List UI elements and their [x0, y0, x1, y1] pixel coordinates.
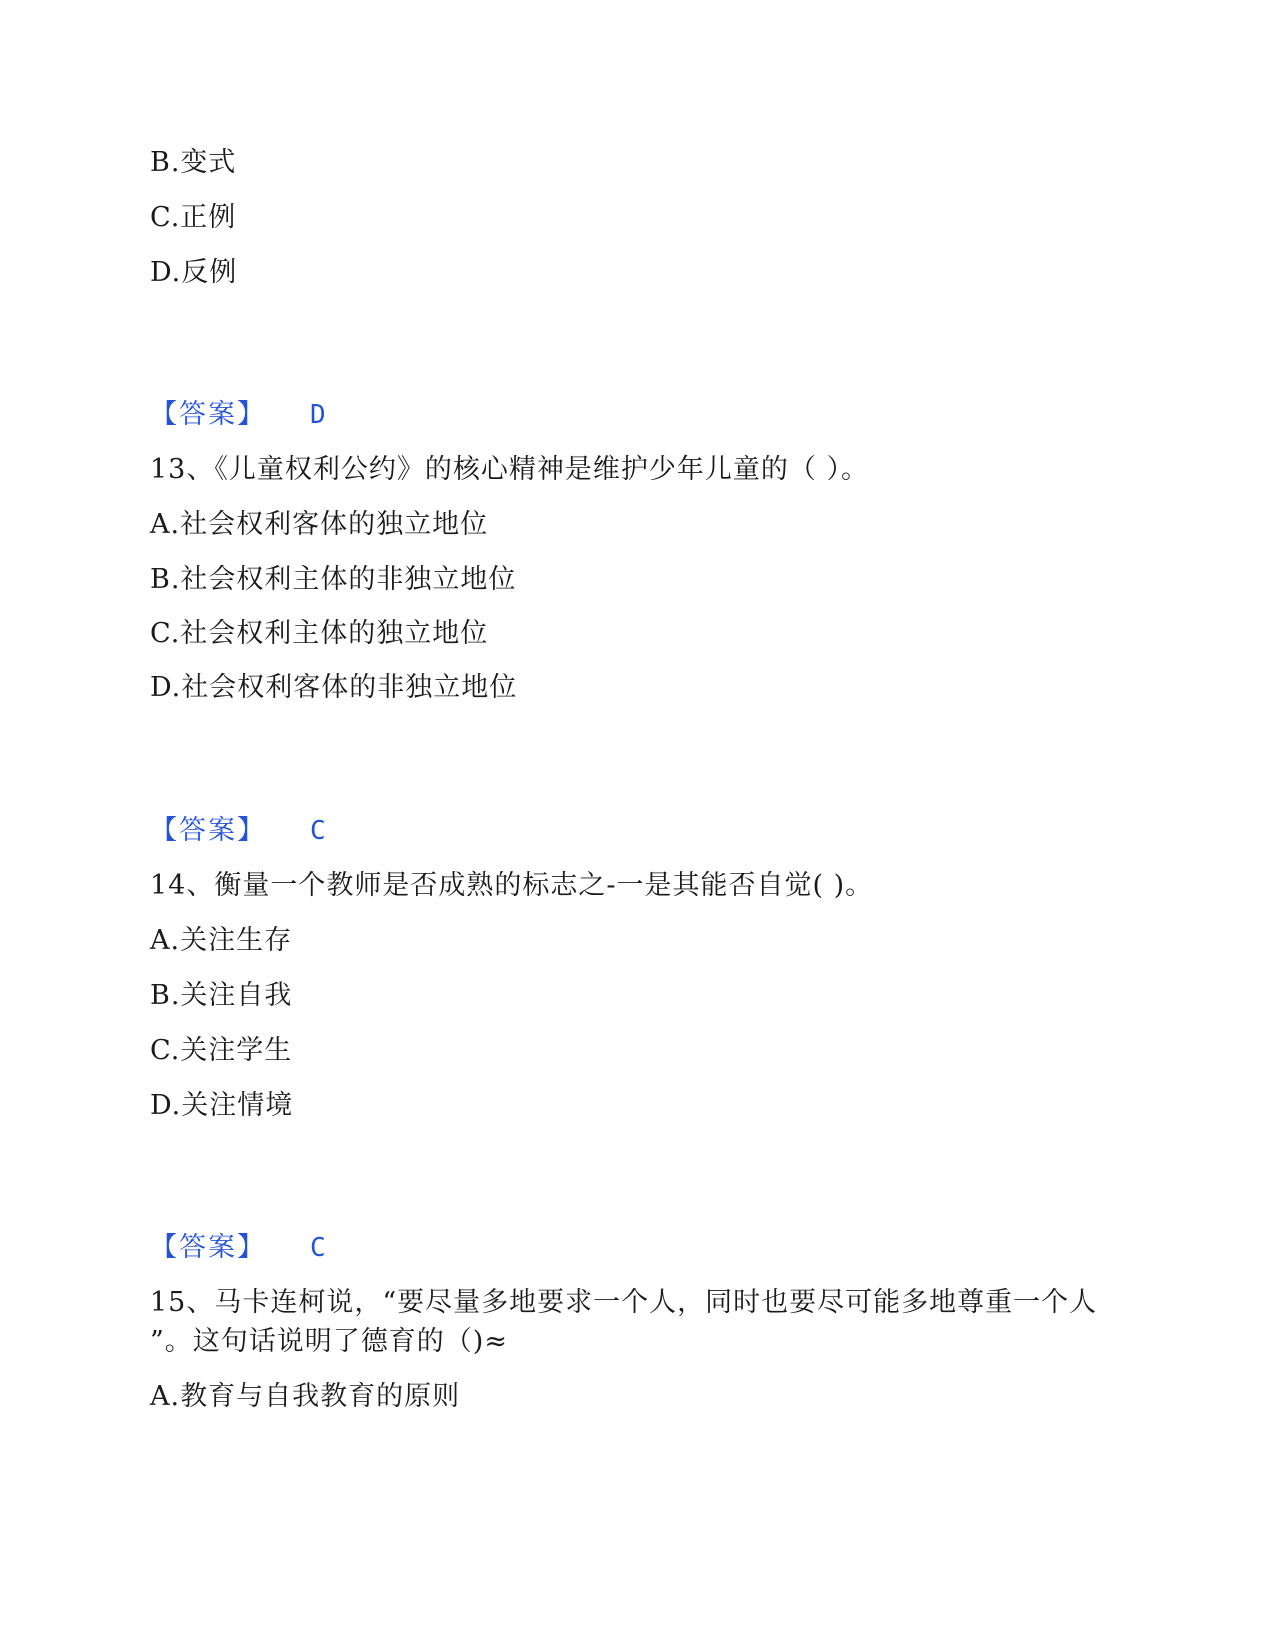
option-text: B.变式: [150, 147, 237, 178]
option-text: C.关注学生: [150, 1035, 293, 1066]
answer-row: [150, 397, 327, 433]
answer-value: C: [310, 1233, 327, 1263]
option-text: C.社会权利主体的独立地位: [150, 618, 489, 649]
answer-row: [150, 1230, 327, 1266]
option-text: A.关注生存: [150, 925, 293, 956]
option-text: B.社会权利主体的非独立地位: [150, 564, 517, 595]
option-text: A.社会权利客体的独立地位: [150, 509, 489, 540]
answer-value: C: [310, 816, 327, 846]
option-text: B.关注自我: [150, 980, 293, 1011]
option-text: D.社会权利客体的非独立地位: [150, 672, 518, 703]
option-text: D.反例: [150, 257, 238, 288]
option-text: D.关注情境: [150, 1090, 294, 1121]
question-text: 14、衡量一个教师是否成熟的标志之-一是其能否自觉( )。: [150, 870, 874, 901]
question-text: 13、《儿童权利公约》的核心精神是维护少年儿童的（ ）。: [150, 454, 869, 485]
answer-label: 【答案】: [150, 815, 266, 846]
question-text-continued: ”。这句话说明了德育的（)≈: [150, 1326, 508, 1357]
answer-label: 【答案】: [150, 1232, 266, 1263]
question-text: 15、马卡连柯说，“要尽量多地要求一个人，同时也要尽可能多地尊重一个人: [150, 1287, 1098, 1318]
answer-value: D: [310, 400, 327, 430]
answer-label: 【答案】: [150, 399, 266, 430]
answer-row: [150, 813, 327, 849]
option-text: A.教育与自我教育的原则: [150, 1381, 461, 1412]
option-text: C.正例: [150, 202, 237, 233]
